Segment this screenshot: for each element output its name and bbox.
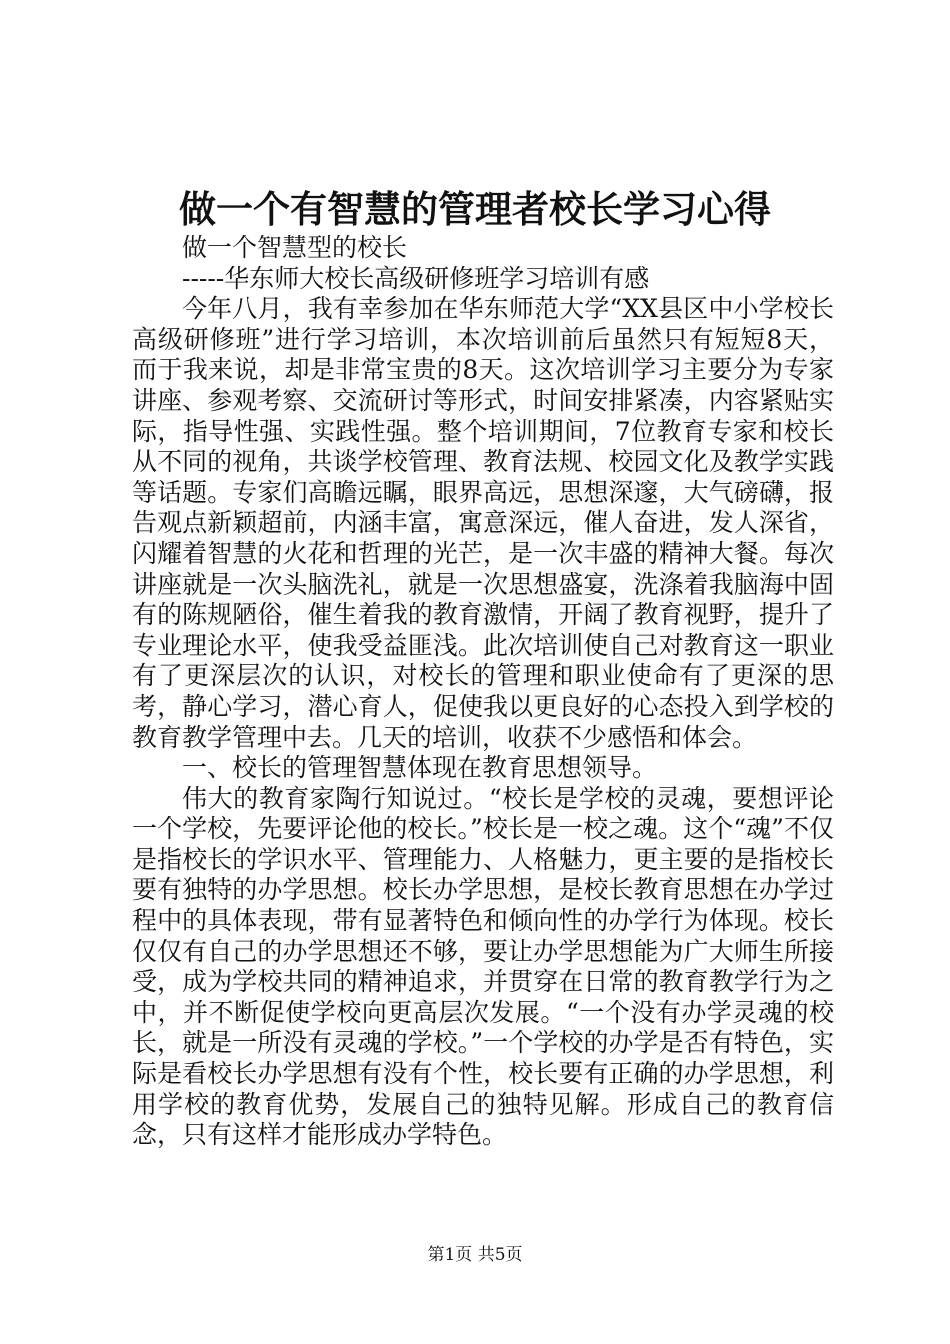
document-subtitle: 做一个智慧型的校长	[182, 233, 408, 262]
paragraph-intro: 今年八月，我有幸参加在华东师范大学“XX县区中小学校长高级研修班”进行学习培训，本次培训前后虽然只有短短8天，而于我来说，却是非常宝贵的8天。这次培训学习主要分为专家讲座、参观考察、交流研讨等形式，时间安排紧凑，内容紧贴实际，指导性强、实践性强。整个培训期间，7位教育专家和校长从不同的视角，共谈学校管理、教育法规、校园文化及教学实践等话题。专家们高瞻远瞩，眼界高远，思想深邃，大气磅礴，报告观点新颖超前，内涵丰富，寓意深远，催人奋进，发人深省，闪耀着智慧的火花和哲理的光芒，是一次丰盛的精神大餐。每次讲座就是一次头脑洗礼，就是一次思想盛宴，洗涤着我脑海中固有的陈规陋俗，催生着我的教育激情，开阔了教育视野，提升了专业理论水平，使我受益匪浅。此次培训使自己对教育这一职业有了更深层次的认识，对校长的管理和职业使命有了更深的思考，静心学习，潜心育人，促使我以更良好的心态投入到学校的教育教学管理中去。几天的培训，收获不少感悟和体会。	[132, 294, 834, 752]
section-heading-1: 一、校长的管理智慧体现在教育思想领导。	[182, 753, 658, 783]
paragraph-section-1: 伟大的教育家陶行知说过。“校长是学校的灵魂，要想评论一个学校，先要评论他的校长。”校长是一校之魂。这个“魂”不仅是指校长的学识水平、管理能力、人格魅力，更主要的是指校长要有独特的办学思想。校长办学思想，是校长教育思想在办学过程中的具体表现，带有显著特色和倾向性的办学行为体现。校长仅仅有自己的办学思想还不够，要让办学思想能为广大师生所接受，成为学校共同的精神追求，并贯穿在日常的教育教学行为之中，并不断促使学校向更高层次发展。“一个没有办学灵魂的校长，就是一所没有灵魂的学校。”一个学校的办学是否有特色，实际是看校长办学思想有没有个性，校长要有正确的办学思想，利用学校的教育优势，发展自己的独特见解。形成自己的教育信念，只有这样才能形成办学特色。	[132, 783, 834, 1150]
document-body	[132, 233, 834, 1151]
page-footer: 第1页 共5页	[427, 1245, 523, 1265]
document-byline: -----华东师大校长高级研修班学习培训有感	[182, 263, 650, 293]
document-title: 做一个有智慧的管理者校长学习心得	[179, 187, 771, 231]
